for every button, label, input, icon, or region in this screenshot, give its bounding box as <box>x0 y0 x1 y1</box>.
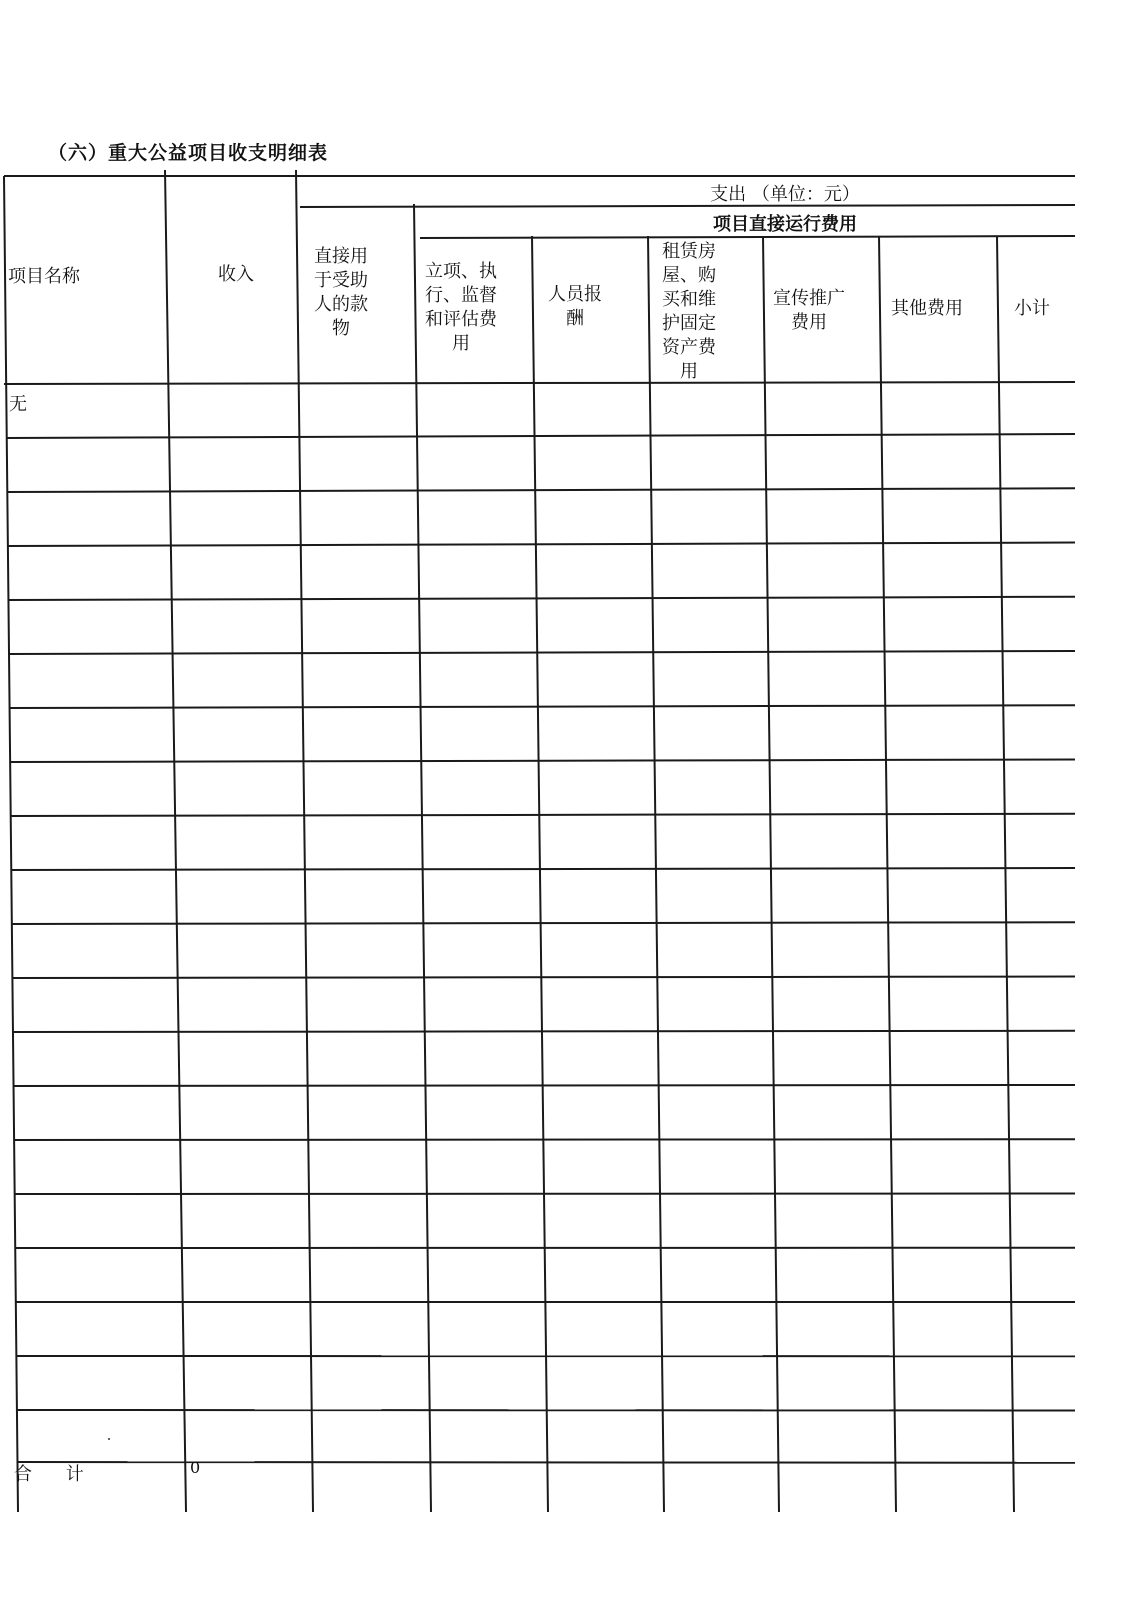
row-divider <box>14 1139 1075 1140</box>
column-divider <box>4 176 18 1512</box>
row-project-name: 无 <box>9 394 27 415</box>
row-divider <box>17 1462 1075 1463</box>
header-direct-operating: 项目直接运行费用 <box>713 214 857 235</box>
row-divider <box>13 1031 1075 1032</box>
column-divider <box>648 236 664 1512</box>
header-rent: 租赁房 屋、购 买和维 护固定 资产费 用 <box>662 241 716 382</box>
row-divider <box>6 434 1075 438</box>
header-expenditure: 支出 （单位：元） <box>710 184 860 205</box>
total-income: 0 <box>190 1458 201 1477</box>
row-divider <box>11 868 1075 870</box>
header-project-setup: 立项、执 行、监督 和评估费 用 <box>425 261 497 354</box>
row-divider <box>10 760 1075 763</box>
row-divider <box>13 1085 1075 1086</box>
row-divider <box>8 651 1075 654</box>
row-divider <box>10 814 1075 816</box>
column-divider <box>165 170 186 1512</box>
column-divider <box>997 236 1014 1512</box>
header-project-name: 项目名称 <box>8 266 80 287</box>
row-divider <box>7 488 1075 492</box>
row-divider <box>8 597 1075 600</box>
column-divider <box>532 236 548 1512</box>
row-divider <box>12 977 1075 979</box>
column-divider <box>879 236 896 1512</box>
total-label: 合 计 <box>14 1464 98 1485</box>
page-title: （六）重大公益项目收支明细表 <box>48 142 329 164</box>
column-divider <box>296 170 313 1512</box>
column-divider <box>414 204 431 1512</box>
header-personnel: 人员报 酬 <box>548 284 602 329</box>
scan-speck <box>108 1438 110 1440</box>
header-promotion: 宣传推广 费用 <box>773 288 845 333</box>
header-income: 收入 <box>218 264 254 285</box>
row-divider <box>9 705 1075 708</box>
header-direct-beneficiary: 直接用 于受助 人的款 物 <box>314 246 368 339</box>
header-other: 其他费用 <box>891 298 963 319</box>
row-divider <box>11 922 1075 924</box>
header-subtotal: 小计 <box>1014 298 1050 319</box>
column-divider <box>763 236 779 1512</box>
row-divider <box>7 543 1075 547</box>
